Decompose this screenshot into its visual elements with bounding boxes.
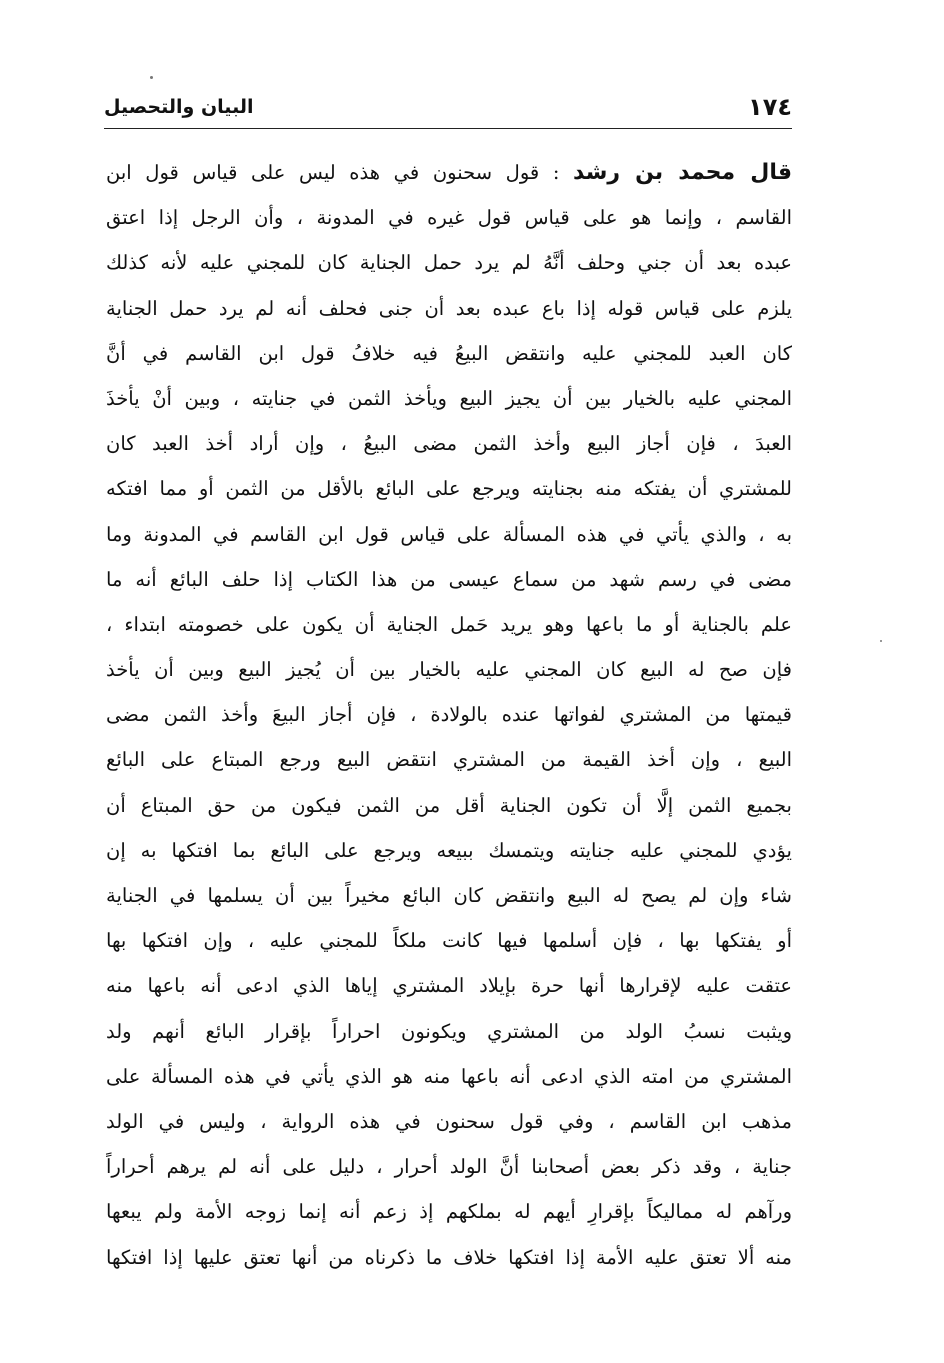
scan-speck [150, 76, 153, 79]
text-line: يؤدي للمجني عليه جنايته ويتمسك ببيعه ويرجع على البائع بما افتكها به إن [106, 838, 792, 862]
text-line: ويثبت نسبُ الولد من المشتري ويكونون احراراً بإقرار البائع أنهم ولد [106, 1019, 792, 1043]
text-line: المشتري من امته الذي ادعى أنه باعها منه هو الذي يأتي في هذه المسألة على [106, 1064, 792, 1088]
text-line: قيمتها من المشتري لفواتها عنده بالولادة ، فإن أجاز البيعَ وأخذ الثمن مضى [106, 703, 792, 727]
speaker-name: قال محمد بن رشد [573, 160, 792, 185]
text-line: مضى في رسم شهد من سماع عيسى من هذا الكتاب إذا حلف البائع أنه ما [106, 567, 792, 591]
text-line: البيع ، وإن أخذ القيمة من المشتري انتقض البيع ورجع المبتاع على البائع [106, 748, 792, 772]
text-line: المجني عليه بالخيار بين أن يجيز البيع ويأخذ الثمن في جنايته ، وبين أنْ يأخذَ [106, 386, 792, 410]
text-line: أو يفتكها بها ، فإن أسلمها فيها كانت ملكاً للمجني عليه ، وإن افتكها بها [106, 929, 792, 953]
text-line: به ، والذي يأتي في هذه المسألة على قياس قول ابن القاسم في المدونة وما [106, 522, 792, 546]
page-number: ١٧٤ [748, 93, 792, 121]
text-line: منه ألا تعتق عليه الأمة إذا افتكها خلاف ما ذكرناه من أنها تعتق عليها إذا افتكها [106, 1245, 792, 1269]
text-line: كان العبد للمجني عليه وانتقض البيعُ فيه خلافُ قول ابن القاسم في أنَّ [106, 341, 792, 365]
text-line: شاء وإن لم يصح له البيع وانتقض كان البائع مخيراً بين أن يسلمها في الجناية [106, 884, 792, 907]
text-line: فإن صح له البيع كان المجني عليه بالخيار بين أن يُجيز البيع وبين أن يأخذ [106, 658, 792, 682]
running-header [104, 92, 792, 126]
scan-speck [880, 640, 882, 642]
text-line: علم بالجناية أو ما باعها وهو يريد حَمل الجناية أن يكون على خصومته ابتداء ، [106, 612, 792, 636]
book-title: البيان والتحصيل [104, 96, 254, 118]
first-line-text: : قول سحنون في هذه ليس على قياس قول ابن [106, 161, 574, 184]
text-line: عتقت عليه لإقرارها أنها حرة بإيلاد المشتري إياها الذي ادعى أنه باعها منه [106, 974, 792, 998]
text-line: جناية ، وقد ذكر بعض أصحابنا أنَّ الولد أحرار ، دليل على أنه لم يرهم أحراراً [106, 1155, 792, 1179]
text-line: القاسم ، وإنما هو على قياس قول غيره في المدونة ، وأن الرجل إذا اعتق [106, 206, 792, 230]
page-body-text [106, 150, 792, 1280]
text-line: مذهب ابن القاسم ، وفي قول سحنون في هذه الرواية ، وليس في الولد [106, 1109, 792, 1133]
text-line: يلزم على قياس قوله إذا باع عبده بعد أن جنى فحلف أنه لم يرد حمل الجناية [106, 296, 792, 320]
header-rule [104, 128, 792, 129]
text-line: بجميع الثمن إلَّا أن تكون الجناية أقل من الثمن فيكون من حق المبتاع أن [106, 793, 792, 817]
text-line: ورآهم له مماليكاً بإقرارِ أيهم له بملكهم إذ زعم أنه إنما زوجه الأمة ولم يبعها [106, 1200, 792, 1224]
text-line: العبدَ ، فإن أجاز البيع وأخذ الثمن مضى البيعُ ، وإن أراد أخذ العبد كان [106, 432, 792, 456]
text-line: للمشتري أن يفتكه منه بجنايته ويرجع على البائع بالأقل من الثمن أو مما افتكه [106, 477, 792, 501]
text-line: عبده بعد أن جني وحلف أنَّهُ لم يرد حمل الجناية كان للمجني عليه لأنه كذلك [106, 251, 792, 275]
text-line [106, 150, 792, 195]
